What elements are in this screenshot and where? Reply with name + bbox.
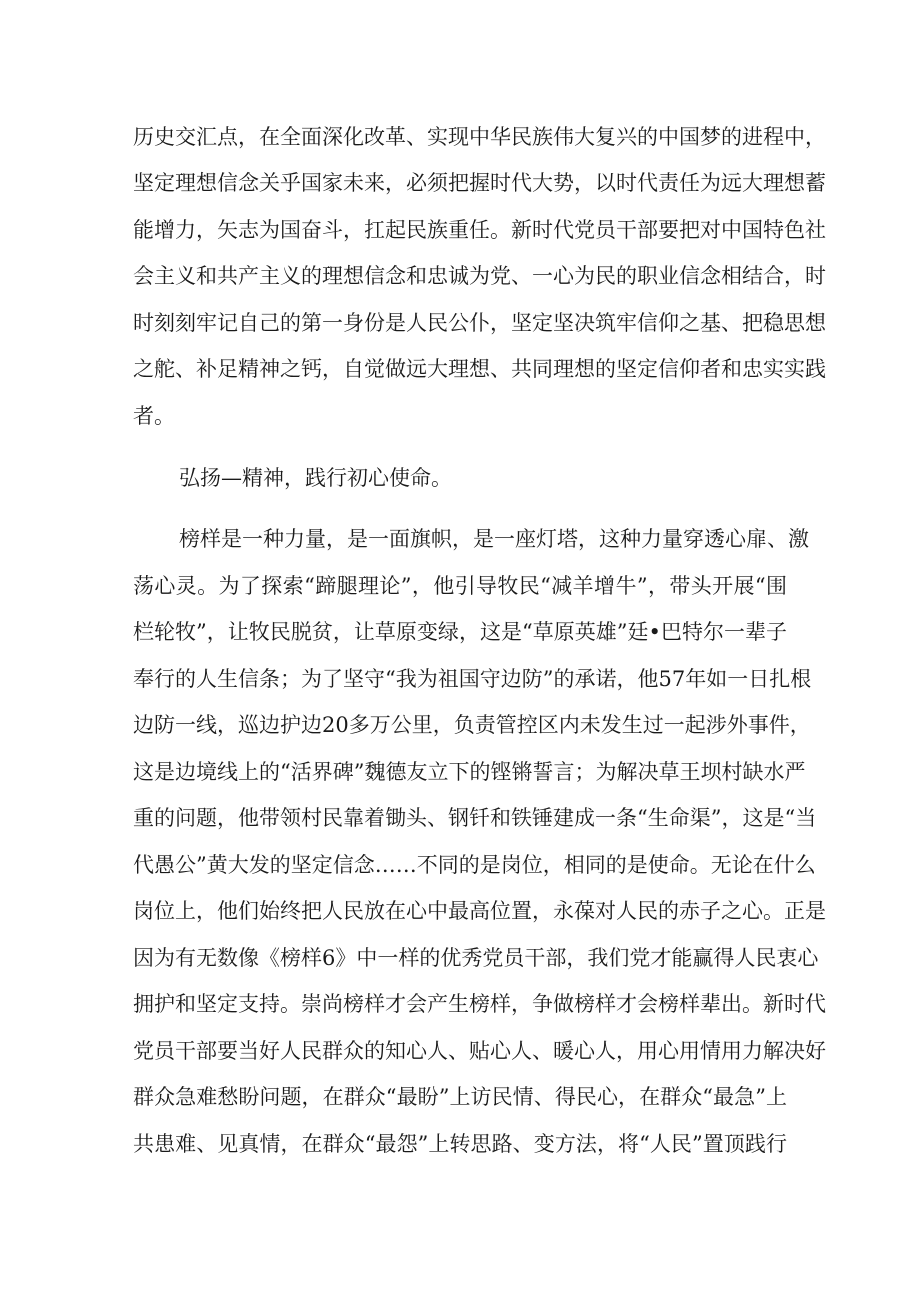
section-heading: 弘扬—精神，践行初心使命。 (179, 466, 452, 490)
text-line: 群众急难愁盼问题，在群众“最盼”上访民情、得民心，在群众“最急”上 (133, 1085, 787, 1109)
text-line: 栏轮牧”，让牧民脱贫，让草原变绿，这是“草原英雄”廷•巴特尔一辈子 (133, 620, 787, 644)
text-line: 因为有无数像《榜样6》中一样的优秀党员干部，我们党才能赢得人民衷心 (133, 946, 819, 970)
text-line: 荡心灵。为了探索“蹄腿理论”，他引导牧民“减羊增牛”，带头开展“围 (133, 574, 787, 598)
text-line: 这是边境线上的“活界碑”魏德友立下的铿锵誓言；为解决草王坝村缺水严 (133, 760, 806, 784)
text-line: 边防一线，巡边护边20多万公里，负责管控区内未发生过一起涉外事件， (133, 713, 811, 737)
text-line: 历史交汇点，在全面深化改革、实现中华民族伟大复兴的中国梦的进程中， (133, 125, 826, 149)
text-line: 时刻刻牢记自己的第一身份是人民公仆，坚定坚决筑牢信仰之基、把稳思想 (133, 311, 826, 335)
text-line: 奉行的人生信条；为了坚守“我为祖国守边防”的承诺，他57年如一日扎根 (133, 667, 812, 691)
text-line: 能增力，矢志为国奋斗，扛起民族重任。新时代党员干部要把对中国特色社 (133, 218, 826, 242)
text-line: 党员干部要当好人民群众的知心人、贴心人、暖心人，用心用情用力解决好 (133, 1039, 826, 1063)
text-line: 之舵、补足精神之钙，自觉做远大理想、共同理想的坚定信仰者和忠实实践 (133, 357, 826, 381)
text-line: 拥护和坚定支持。崇尚榜样才会产生榜样，争做榜样才会榜样辈出。新时代 (133, 992, 826, 1016)
text-line: 岗位上，他们始终把人民放在心中最高位置，永葆对人民的赤子之心。正是 (133, 899, 826, 923)
text-line: 榜样是一种力量，是一面旗帜，是一座灯塔，这种力量穿透心扉、激 (179, 527, 809, 551)
text-line: 代愚公”黄大发的坚定信念……不同的是岗位，相同的是使命。无论在什么 (133, 853, 816, 877)
text-line: 坚定理想信念关乎国家未来，必须把握时代大势，以时代责任为远大理想蓄 (133, 171, 826, 195)
text-line: 共患难、见真情，在群众“最怨”上转思路、变方法，将“人民”置顶践行 (133, 1132, 787, 1156)
text-line: 者。 (133, 404, 175, 428)
text-line: 会主义和共产主义的理想信念和忠诚为党、一心为民的职业信念相结合，时 (133, 264, 826, 288)
text-line: 重的问题，他带领村民靠着锄头、钢钎和铁锤建成一条“生命渠”，这是“当 (133, 806, 817, 830)
